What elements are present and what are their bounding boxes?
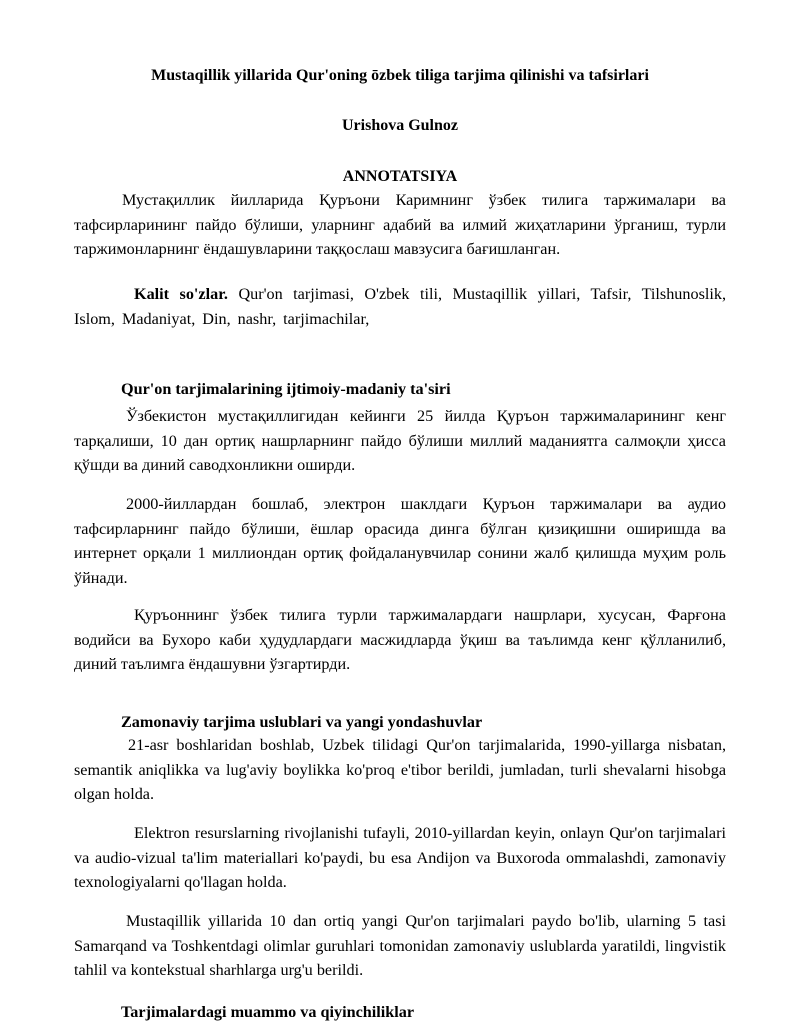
section-heading-problems: Tarjimalardagi muammo va qiyinchiliklar [121,1003,415,1021]
keywords-list: Qur'on tarjimasi, O'zbek tili, Mustaqillik yillari, Tafsir, Tilshunoslik, Islom, Madaniyat, Din, nashr, tarjimachilar, [74,285,727,328]
annotation-heading: ANNOTATSIYA [342,168,458,185]
section1-paragraph-1: Ўзбекистон мустақиллигидан кейинги 25 йилда Қуръон таржималарининг кенг тарқалиши, 10 дан ортиқ нашрларнинг пайдо бўлиши миллий маданиятга салмоқли ҳисса қўшди ва диний саводхонликни оширди. [74,407,726,475]
section1-paragraph-2: 2000-йиллардан бошлаб, электрон шаклдаги Қуръон таржималари ва аудио тафсирларнинг пайдо бўлиши, ёшлар орасида динга бўлган қизиқишни оширишда ва интернет орқали 1 миллиондан ортиқ фойдаланувчилар сонини жалб қилишда муҳим роль ўйнади. [74,495,726,587]
keywords-paragraph [74,282,726,331]
section2-paragraph-1: 21-asr boshlaridan boshlab, Uzbek tilidagi Qur'on tarjimalarida, 1990-yillarga nisbatan, semantik aniqlikka va lug'aviy boylikka ko'proq e'tibor berildi, jumladan, turli shevalarni hisobga olgan holda. [74,736,726,804]
author-name: Urishova Gulnoz [341,117,458,134]
section-heading-social-impact: Qur'on tarjimalarining ijtimoiy-madaniy ta'siri [121,380,451,398]
section2-paragraph-2: Elektron resurslarning rivojlanishi tufayli, 2010-yillardan keyin, onlayn Qur'on tarjimalari va audio-vizual ta'lim materiallari ko'paydi, bu esa Andijon va Buxoroda ommalashdi, zamonaviy texnologiyalarni qo'llagan holda. [74,824,726,892]
annotation-paragraph: Мустақиллик йилларида Қуръони Каримнинг ўзбек тилига таржималари ва тафсирларининг пайдо бўлиши, уларнинг адабий ва илмий жиҳатларини ўрганиш, турли таржимонларнинг ёндашувларини таққослаш мавзусига бағишланган. [74,191,726,259]
keywords-label: Kalit so'zlar. [134,285,228,303]
section2-paragraph-3: Mustaqillik yillarida 10 dan ortiq yangi Qur'on tarjimalari paydo bo'lib, ularning 5 tasi Samarqand va Toshkentdagi olimlar guruhlari tomonidan zamonaviy uslublarda yaratildi, lingvistik tahlil va kontekstual sharhlarga urg'u berildi. [74,912,726,980]
section-heading-modern-methods: Zamonaviy tarjima uslublari va yangi yondashuvlar [121,713,483,731]
paper-title: Mustaqillik yillarida Qur'oning ōzbek tiliga tarjima qilinishi va tafsirlari [151,67,649,84]
section1-paragraph-3: Қуръоннинг ўзбек тилига турли таржималардаги нашрлари, хусусан, Фарғона водийси ва Бухоро каби ҳудудлардаги масжидларда ўқиш ва таълимда кенг қўлланилиб, диний таълимга ёндашувни ўзгартирди. [74,606,726,674]
